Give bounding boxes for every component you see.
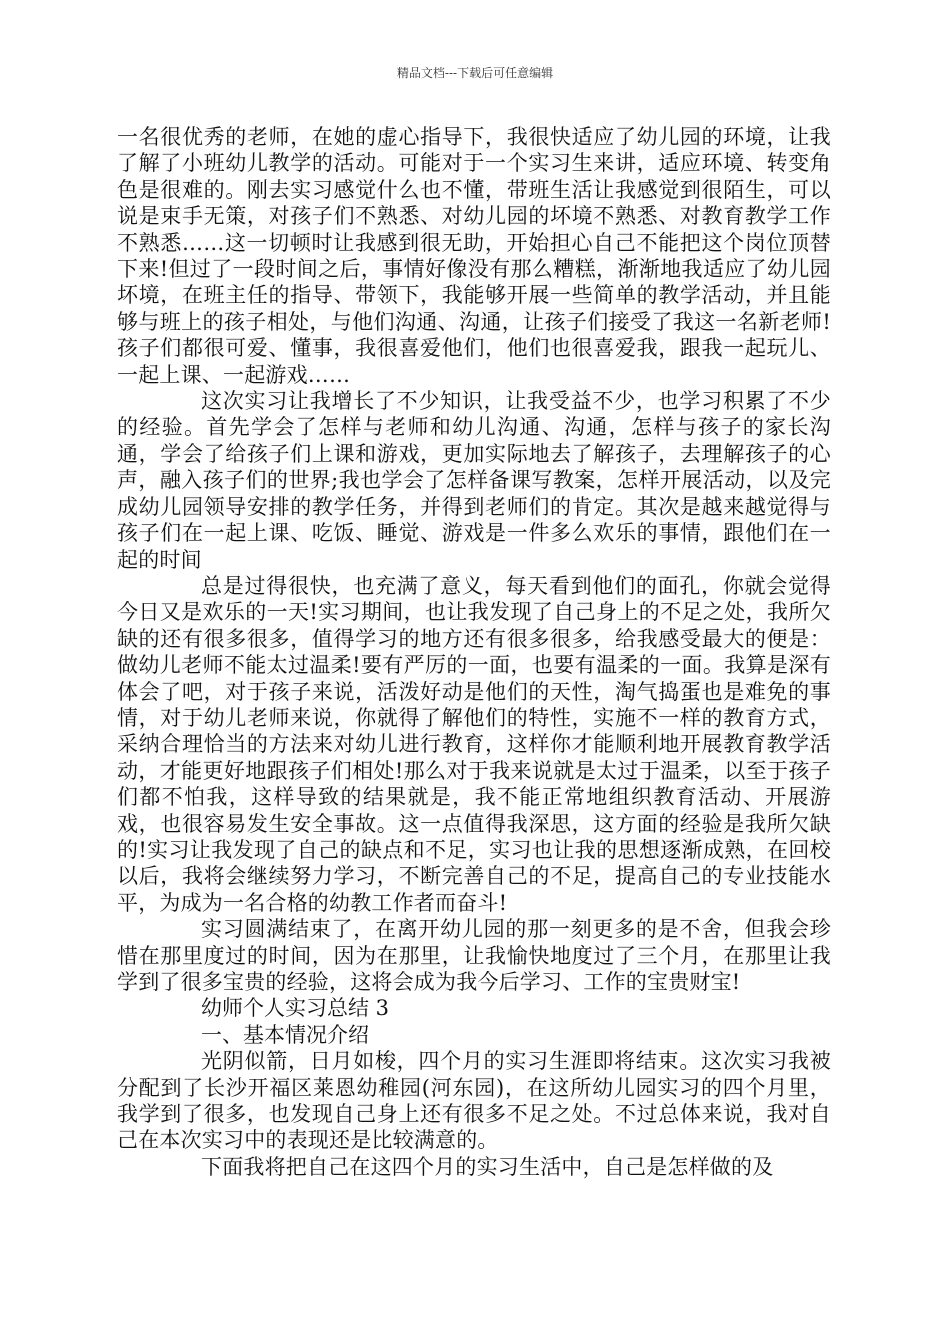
paragraph-3: 总是过得很快，也充满了意义，每天看到他们的面孔，你就会觉得今日又是欢乐的一天!实习期间，也让我发现了自己身上的不足之处，我所欠缺的还有很多很多，值得学习的地方还有很多很多，给我感受最大的便是：做幼儿老师不能太过温柔!要有严厉的一面，也要有温柔的一面。我算是深有体会了吧，对于孩子来说，活泼好动是他们的天性，淘气捣蛋也是难免的事情，对于幼儿老师来说，你就得了解他们的特性，实施不一样的教育方式，采纳合理恰当的方法来对幼儿进行教育，这样你才能顺利地开展教育教学活动，才能更好地跟孩子们相处!那么对于我来说就是太过于温柔，以至于孩子们都不怕我，这样导致的结果就是，我不能正常地组织教育活动、开展游戏，也很容易发生安全事故。这一点值得我深思，这方面的经验是我所欠缺的!实习让我发现了自己的缺点和不足，实习也让我的思想逐渐成熟，在回校以后，我将会继续努力学习，不断完善自己的不足，提高自己的专业技能水平，为成为一名合格的幼教工作者而奋斗!	[117, 573, 831, 915]
paragraph-1: 一名很优秀的老师，在她的虚心指导下，我很快适应了幼儿园的环境，让我了解了小班幼儿教学的活动。可能对于一个实习生来讲，适应环境、转变角色是很难的。刚去实习感觉什么也不懂，带班生活让我感觉到很陌生，可以说是束手无策，对孩子们不熟悉、对幼儿园的坏境不熟悉、对教育教学工作不熟悉……这一切顿时让我感到很无助，开始担心自己不能把这个岗位顶替下来!但过了一段时间之后，事情好像没有那么糟糕，渐渐地我适应了幼儿园坏境，在班主任的指导、带领下，我能够开展一些简单的教学活动，并且能够与班上的孩子相处，与他们沟通、沟通，让孩子们接受了我这一名新老师!孩子们都很可爱、懂事，我很喜爱他们，他们也很喜爱我，跟我一起玩儿、一起上课、一起游戏……	[117, 125, 831, 387]
section-title: 幼师个人实习总结 3	[201, 996, 390, 1021]
paragraph-5: 光阴似箭，日月如梭，四个月的实习生涯即将结束。这次实习我被分配到了长沙开福区莱恩幼稚园(河东园)，在这所幼儿园实习的四个月里，我学到了很多，也发现自己身上还有很多不足之处。不过总体来说，我对自己在本次实习中的表现还是比较满意的。	[117, 1049, 831, 1153]
document-body	[117, 124, 831, 1180]
paragraph-4: 实习圆满结束了，在离开幼儿园的那一刻更多的是不舍，但我会珍惜在那里度过的时间，因为在那里，让我愉快地度过了三个月，在那里让我学到了很多宝贵的经验，这将会成为我今后学习、工作的宝贵财宝!	[117, 917, 831, 994]
page-header: 精品文档---下载后可任意编辑	[396, 66, 554, 80]
paragraph-2: 这次实习让我增长了不少知识，让我受益不少，也学习积累了不少的经验。首先学会了怎样与老师和幼儿沟通、沟通，怎样与孩子的家长沟通，学会了给孩子们上课和游戏，更加实际地去了解孩子，去理解孩子的心声，融入孩子们的世界;我也学会了怎样备课写教案，怎样开展活动，以及完成幼儿园领导安排的教学任务，并得到老师们的肯定。其次是越来越觉得与孩子们在一起上课、吃饭、睡觉、游戏是一件多么欢乐的事情，跟他们在一起的时间	[117, 389, 831, 572]
paragraph-6: 下面我将把自己在这四个月的实习生活中，自己是怎样做的及	[201, 1154, 774, 1179]
subsection-title: 一、基本情况介绍	[201, 1022, 369, 1047]
